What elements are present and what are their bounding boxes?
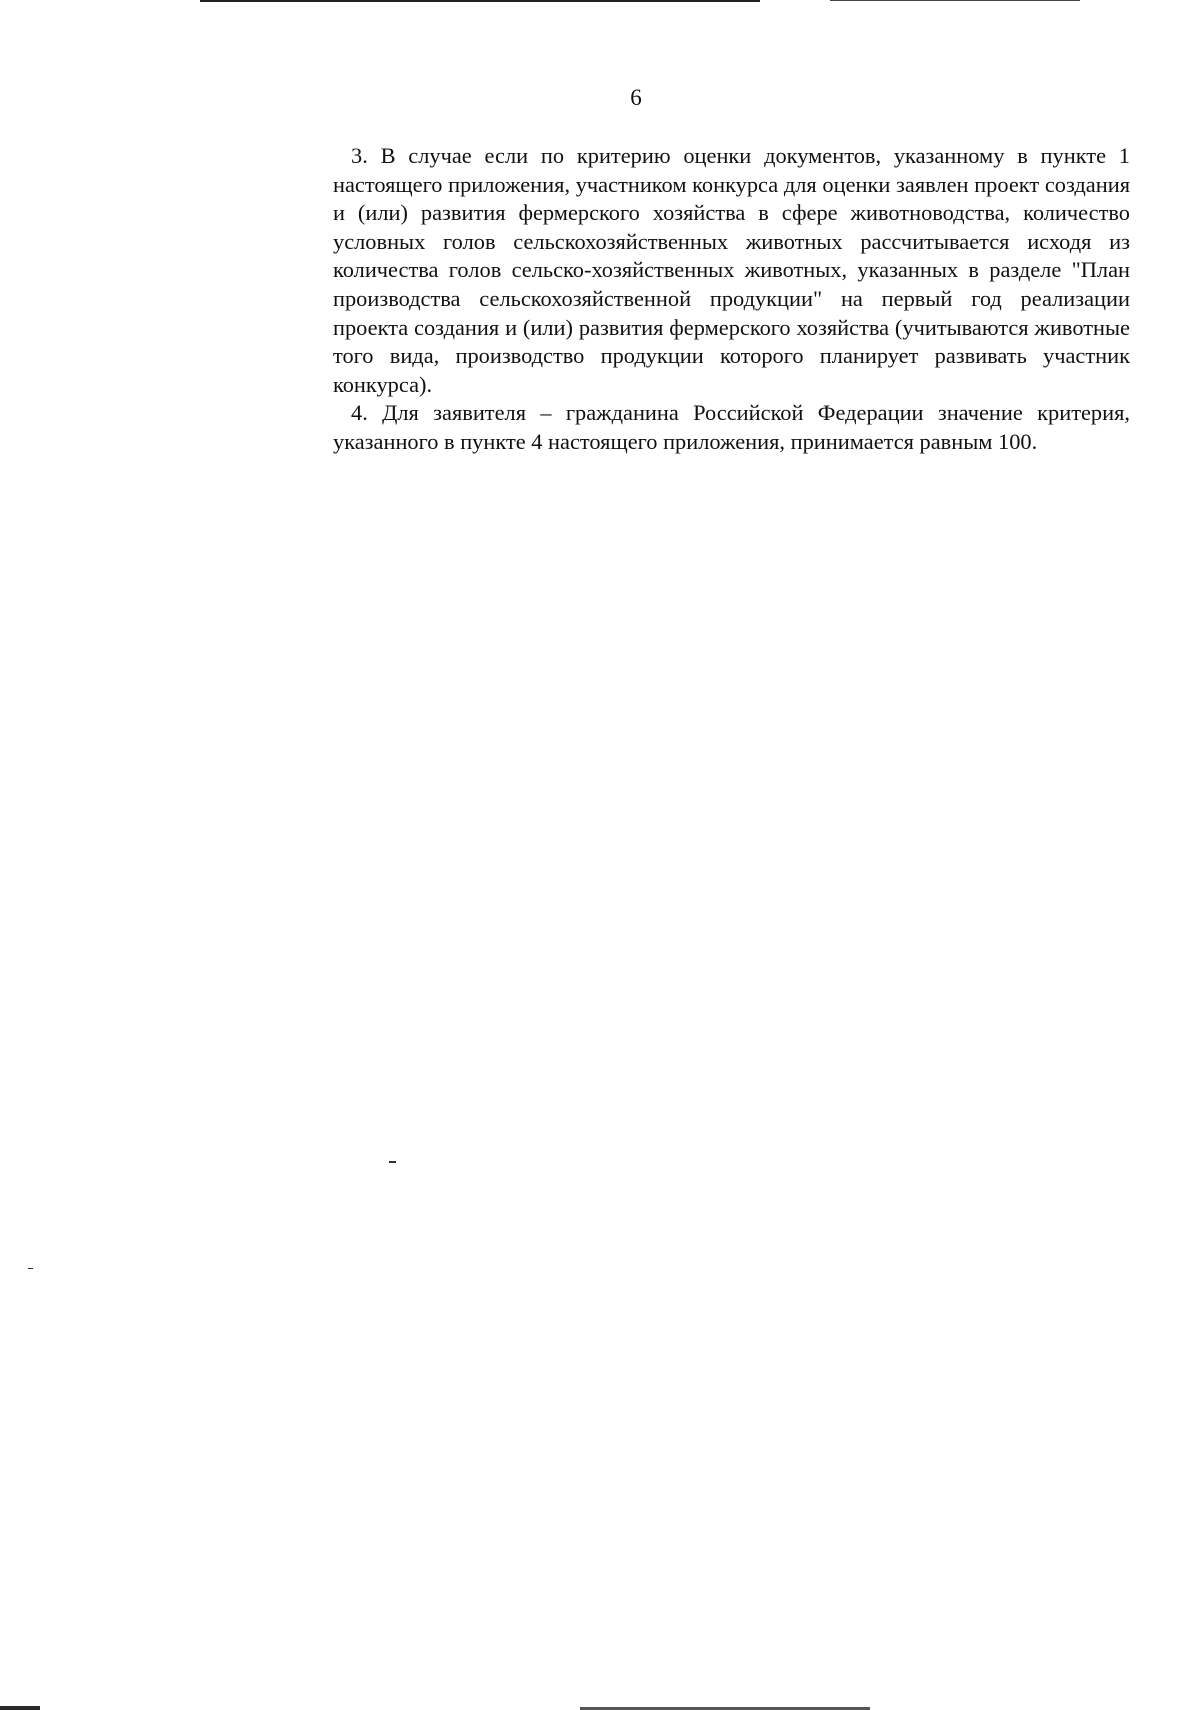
scan-edge-line-right [830, 0, 1080, 1]
scan-speck [28, 1268, 33, 1269]
scan-edge-line [200, 0, 760, 2]
page-number: 6 [630, 85, 642, 110]
paragraph-4: 4. Для заявителя – гражданина Российской Федерации значение критерия, указанного в пункте 4 настоящего приложения, принимается равным 100. [333, 400, 1130, 454]
document-body [333, 142, 1130, 457]
scan-bottom-noise [0, 1706, 40, 1710]
paragraph-3: 3. В случае если по критерию оценки документов, указанному в пункте 1 настоящего приложения, участником конкурса для оценки заявлен проект создания и (или) развития фермерского хозяйства в сфере животноводства, количество условных голов сельскохозяйственных животных рассчитывается исходя из количества голов сельско-хозяйственных животных, указанных в разделе "План производства сельскохозяйственной продукции" на первый год реализации проекта создания и (или) развития фермерского хозяйства (учитываются животные того вида, производство продукции которого планирует развивать участник конкурса). [333, 143, 1130, 397]
scan-speck [389, 1161, 396, 1163]
